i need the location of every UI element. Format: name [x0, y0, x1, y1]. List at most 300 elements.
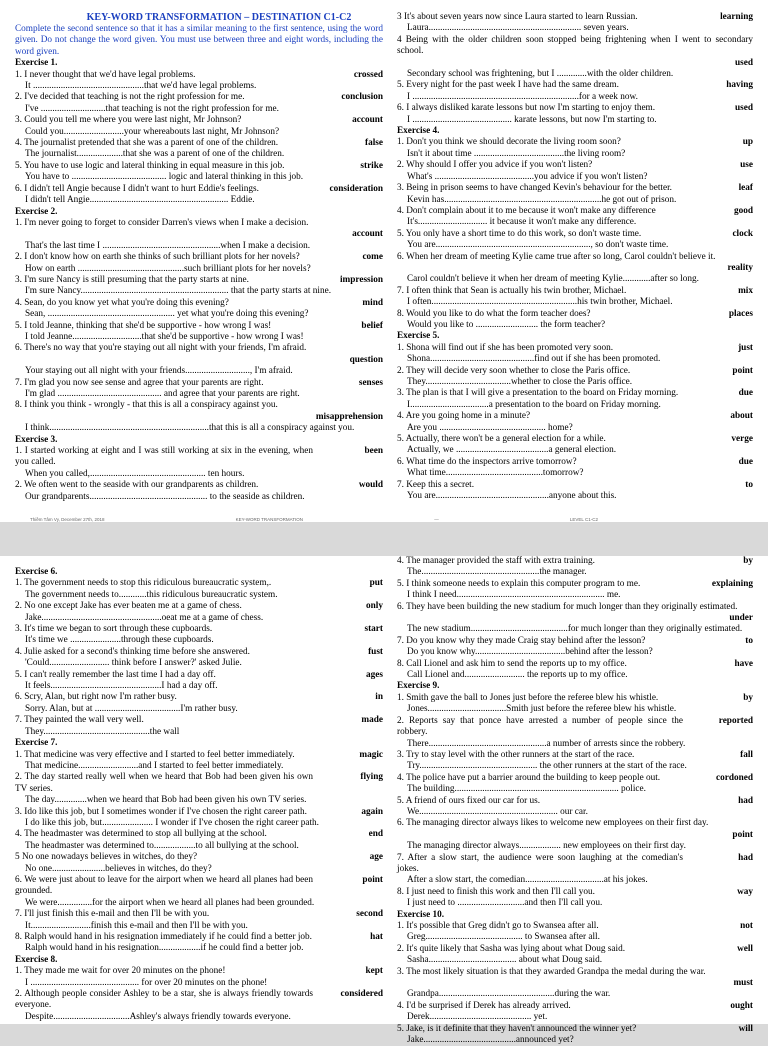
- question-line: [15, 715, 383, 726]
- question-item: [397, 480, 753, 503]
- question-text: 2. It's quite likely that Sasha was lying about what Doug said.: [397, 943, 626, 954]
- key-word: explaining: [711, 578, 753, 589]
- question-text: 1. Shona will find out if she has been promoted very soon.: [397, 342, 614, 353]
- answer-line[interactable]: You have to ......................................... logic and lateral thinking in this job.: [25, 172, 304, 183]
- question-line: [15, 578, 383, 589]
- question-line: [397, 818, 753, 829]
- question-item: [397, 853, 753, 887]
- key-word: due: [738, 456, 753, 467]
- question-line: [397, 750, 753, 761]
- key-word: will: [738, 1023, 753, 1034]
- question-text: 2. We often went to the seaside with our grandparents as children.: [15, 480, 259, 491]
- question-line: [15, 138, 383, 149]
- question-line: [397, 921, 753, 932]
- answer-line[interactable]: 'Could.......................... think before I answer?' asked Julie.: [25, 658, 242, 669]
- exercise-heading: Exercise 3.: [15, 434, 58, 445]
- key-word: about: [730, 411, 753, 422]
- answer-line[interactable]: No one.......................believes in witches, do they?: [25, 863, 212, 874]
- question-text: 1. Don't you think we should decorate the living room soon?: [397, 137, 621, 148]
- question-item: [397, 944, 753, 967]
- footer-level: LEVEL C1-C2: [569, 517, 598, 522]
- question-text: 1. The government needs to stop this ridiculous bureaucratic system,.: [15, 578, 272, 589]
- answer-line[interactable]: Are you .............................................. home?: [407, 422, 573, 433]
- question-text: 2. Although people consider Ashley to be a star, she is always friendly towards everyone.: [15, 989, 313, 1011]
- answer-line[interactable]: They..............................................the wall: [25, 726, 180, 737]
- answer-line[interactable]: When you called,.................................................. ten hours.: [25, 468, 245, 479]
- key-word: just: [738, 342, 753, 353]
- question-line: [397, 183, 753, 194]
- question-line: [15, 966, 383, 977]
- question-line: [397, 602, 753, 613]
- page2-left-column: [15, 567, 383, 1023]
- question-item: [15, 601, 383, 624]
- question-line: [15, 70, 383, 81]
- question-item: [397, 434, 753, 457]
- question-text: 6. The managing director always likes to welcome new employees on their first day.: [397, 818, 709, 829]
- key-word: start: [364, 624, 383, 635]
- answer-line[interactable]: It's.............................. it because it won't make any difference.: [407, 217, 637, 228]
- answer-line[interactable]: We were...............for the airport when we heard all planes had been grounded.: [25, 897, 315, 908]
- question-item: [15, 692, 383, 715]
- question-line: [397, 773, 753, 784]
- question-item: [397, 411, 753, 434]
- question-text: 5. You only have a short time to do this work, so don't waste time.: [397, 228, 642, 239]
- question-text: 3 It's about seven years now since Laura started to learn Russian.: [397, 12, 638, 22]
- question-text: 4. The journalist pretended that she was a parent of one of the children.: [15, 138, 279, 149]
- answer-line[interactable]: The new stadium..........................................for much longer than they originally estimated.: [407, 624, 743, 635]
- question-line: [397, 636, 753, 647]
- answer-line[interactable]: We............................................................ our car.: [407, 806, 588, 817]
- key-word: again: [361, 806, 383, 817]
- key-word: question: [349, 354, 383, 365]
- page-title: KEY-WORD TRANSFORMATION – DESTINATION C1-C2: [86, 12, 352, 23]
- question-item: [397, 716, 753, 750]
- question-line: [15, 298, 383, 309]
- answer-line[interactable]: Shona.............................................find out if she has been promoted.: [407, 354, 661, 365]
- question-text: 4. The manager provided the staff with extra training.: [397, 556, 595, 566]
- question-line: [15, 115, 383, 126]
- key-word: point: [732, 365, 753, 376]
- answer-line[interactable]: You are..................................................................., so don't waste time.: [407, 240, 669, 251]
- key-word: had: [738, 852, 753, 863]
- question-item: [15, 852, 383, 875]
- answer-line[interactable]: Jake........................................announced yet?: [407, 1035, 574, 1046]
- question-text: 4. Sean, do you know yet what you're doing this evening?: [15, 297, 229, 308]
- question-text: 5. Jake, is it definite that they haven't announced the winner yet?: [397, 1023, 637, 1034]
- question-text: 3. I'm sure Nancy is still presuming that the party starts at nine.: [15, 274, 249, 285]
- question-text: 2. Reports say that ponce have arrested a number of people since the robbery.: [397, 715, 683, 738]
- question-line: [15, 92, 383, 103]
- answer-line[interactable]: I ........................................................................for a week now.: [407, 91, 638, 102]
- question-text: 4. Julie asked for a second's thinking time before she answered.: [15, 646, 250, 657]
- page1-right-column: [397, 12, 753, 502]
- question-line: [397, 103, 753, 114]
- question-line: [15, 343, 383, 354]
- question-item: [15, 400, 383, 434]
- key-word: fust: [368, 646, 383, 657]
- question-line: [397, 693, 753, 704]
- key-word: mix: [738, 285, 753, 296]
- answer-line[interactable]: Jones..................................Smith just before the referee blew his whistle.: [407, 704, 677, 715]
- question-item: [15, 624, 383, 647]
- key-word: put: [369, 578, 383, 589]
- question-line: [397, 853, 753, 876]
- question-text: 3. Try to stay level with the other runners at the start of the race.: [397, 749, 635, 760]
- exercise-heading: Exercise 9.: [397, 681, 440, 692]
- question-text: 7. Do you know why they made Craig stay behind after the lesson?: [397, 635, 646, 646]
- question-text: 1. I started working at eight and I was still working at six in the evening, when you called.: [15, 446, 313, 468]
- key-word: places: [728, 308, 753, 319]
- answer-line[interactable]: Actually, we ........................................a general election.: [407, 445, 617, 456]
- key-word: reality: [727, 262, 753, 273]
- question-text: 7. I often think that Sean is actually his twin brother, Michael.: [397, 285, 627, 296]
- answer-line[interactable]: Your staying out all night with your friends............................, I'm afraid.: [25, 366, 293, 377]
- key-word: age: [369, 852, 383, 863]
- question-item: [397, 1001, 753, 1024]
- question-text: 5. I told Jeanne, thinking that she'd be supportive - how wrong I was!: [15, 320, 272, 331]
- answer-line[interactable]: Despite.................................Ashley's always friendly towards everyone.: [25, 1011, 291, 1022]
- answer-line[interactable]: I didn't tell Angie............................................................ Eddie.: [25, 195, 255, 206]
- answer-line[interactable]: They.....................................whether to close the Paris office.: [407, 377, 633, 387]
- key-word: end: [368, 829, 383, 840]
- answer-line[interactable]: I..................................a presentation to the board on Friday morning.: [407, 399, 661, 410]
- question-item: [397, 35, 753, 81]
- question-line: [397, 579, 753, 590]
- question-text: 7. Keep this a secret.: [397, 479, 475, 490]
- question-text: 3. Being in prison seems to have changed Kevin's behaviour for the better.: [397, 183, 672, 194]
- question-text: 6. I always disliked karate lessons but now I'm starting to enjoy them.: [397, 103, 656, 114]
- question-line: [397, 35, 753, 58]
- answer-line[interactable]: That medicine..........................and I started to feel better immediately.: [25, 760, 284, 771]
- question-line: [15, 670, 383, 681]
- question-text: 6. I didn't tell Angie because I didn't want to hurt Eddie's feelings.: [15, 183, 259, 194]
- question-item: [15, 932, 383, 955]
- key-word: senses: [358, 377, 383, 388]
- key-word: false: [365, 138, 383, 149]
- answer-line[interactable]: I often...............................................................his twin brother, Michael.: [407, 297, 673, 308]
- question-item: [397, 602, 753, 636]
- key-word: due: [738, 388, 753, 399]
- key-word: cordoned: [716, 772, 753, 783]
- question-item: [15, 578, 383, 601]
- question-item: [15, 875, 383, 909]
- answer-line[interactable]: Laura.................................................................. seven years.: [407, 23, 629, 34]
- question-line: [15, 400, 383, 411]
- key-word: by: [743, 692, 753, 703]
- worksheet-page-2: [0, 556, 768, 1046]
- question-item: [15, 218, 383, 252]
- question-text: 1. Smith gave the ball to Jones just before the referee blew his whistle.: [397, 692, 659, 703]
- answer-line[interactable]: Sasha...................................... about what Doug said.: [407, 955, 603, 966]
- key-word: to: [745, 479, 753, 490]
- question-item: [397, 921, 753, 944]
- question-line: [397, 1024, 753, 1035]
- question-line: [397, 457, 753, 468]
- key-word: account: [352, 115, 383, 126]
- key-word: ages: [366, 669, 383, 680]
- question-line: [15, 252, 383, 263]
- question-item: [15, 480, 383, 503]
- question-item: [397, 160, 753, 183]
- question-line: [15, 218, 383, 229]
- answer-line[interactable]: Try................................................... the other runners at the start of the race.: [407, 761, 687, 772]
- question-text: 5 No one nowadays believes in witches, do they?: [15, 852, 198, 863]
- question-item: [15, 647, 383, 670]
- key-word: would: [358, 480, 383, 491]
- footer-center: KEY-WORD TRANSFORMATION: [235, 517, 304, 522]
- question-item: [397, 103, 753, 126]
- key-word: kept: [365, 966, 383, 977]
- answer-line[interactable]: Secondary school was frightening, but I .............with the older children.: [407, 69, 674, 80]
- question-line: [397, 229, 753, 240]
- footer-author: Thiềm Tâm Vy, December 27th, 2018: [30, 517, 105, 522]
- answer-line[interactable]: The managing director always.................. new employees on their first day.: [407, 841, 686, 852]
- question-line: [397, 286, 753, 297]
- question-line: [397, 137, 753, 148]
- answer-line[interactable]: The...................................................the manager.: [407, 567, 587, 578]
- answer-line[interactable]: The headmaster was determined to..................to all bullying at the school.: [25, 840, 299, 851]
- answer-line[interactable]: I've ............................that teaching is not the right profession for me.: [25, 103, 279, 114]
- answer-line[interactable]: There...................................................a number of arrests since the robbery.: [407, 738, 686, 749]
- question-text: 8. Would you like to do what the form teacher does?: [397, 308, 591, 319]
- key-word: come: [362, 252, 383, 263]
- key-word: magic: [359, 749, 383, 760]
- key-word: point: [732, 829, 753, 840]
- exercise-heading: Exercise 6.: [15, 567, 58, 577]
- question-item: [15, 92, 383, 115]
- question-item: [397, 12, 753, 35]
- question-line: [397, 252, 753, 263]
- answer-line[interactable]: Kevin has....................................................................he got out of prison.: [407, 194, 677, 205]
- key-word: to: [745, 635, 753, 646]
- answer-line[interactable]: I ............................................... for over 20 minutes on the phone!: [25, 977, 268, 988]
- question-line: [397, 967, 753, 978]
- question-item: [397, 80, 753, 103]
- question-line: [397, 1001, 753, 1012]
- key-word: conclusion: [341, 92, 383, 103]
- key-word: use: [740, 160, 753, 171]
- question-item: [15, 715, 383, 738]
- question-item: [397, 343, 753, 366]
- question-item: [397, 183, 753, 206]
- question-item: [397, 636, 753, 659]
- question-item: [15, 670, 383, 693]
- question-item: [397, 556, 753, 579]
- page-footer: [30, 517, 598, 522]
- answer-line[interactable]: Call Lionel and.......................... the reports up to my office.: [407, 670, 628, 681]
- answer-line[interactable]: I told Jeanne..............................that she'd be supportive - how wrong I was!: [25, 331, 304, 342]
- answer-line[interactable]: What's ...........................................you advice if you won't listen?: [407, 171, 648, 182]
- page2-right-column: [397, 556, 753, 1046]
- question-line: [15, 480, 383, 491]
- question-line: [15, 750, 383, 761]
- exercise-heading: Exercise 4.: [397, 126, 440, 137]
- key-word: mind: [362, 297, 383, 308]
- key-word: considered: [340, 989, 383, 1000]
- key-word: ought: [730, 1000, 753, 1011]
- key-word: having: [726, 80, 753, 91]
- question-text: 6. They have been building the new stadium for much longer than they originally estimated.: [397, 601, 738, 612]
- question-item: [15, 989, 383, 1023]
- question-text: 3. Could you tell me where you were last night, Mr Johnson?: [15, 115, 242, 126]
- question-line: [397, 366, 753, 377]
- question-line: [15, 932, 383, 943]
- key-word: flying: [360, 772, 383, 783]
- key-word: second: [356, 909, 383, 920]
- answer-line[interactable]: Ralph would hand in his resignation..................if he could find a better job.: [25, 943, 304, 954]
- key-word: been: [364, 446, 383, 457]
- question-item: [397, 388, 753, 411]
- answer-line[interactable]: I think I need................................................................ me.: [407, 590, 621, 601]
- question-text: 5. I can't really remember the last time I had a day off.: [15, 669, 216, 680]
- key-word: only: [366, 601, 383, 612]
- answer-line[interactable]: Could you..........................your whereabouts last night, Mr Johnson?: [25, 126, 280, 137]
- question-text: 3. The most likely situation is that they awarded Grandpa the medal during the war.: [397, 966, 706, 977]
- question-line: [397, 716, 753, 739]
- worksheet-page-1: [0, 0, 768, 522]
- key-word: up: [742, 137, 753, 148]
- answer-line[interactable]: How on earth ..............................................such brilliant plots for her novels?: [25, 263, 311, 274]
- question-text: 8. I just need to finish this work and then I'll call you.: [397, 886, 595, 897]
- answer-line[interactable]: I ........................................... karate lessons, but now I'm starting to.: [407, 114, 657, 125]
- answer-line[interactable]: The building....................................................................... police.: [407, 784, 646, 795]
- key-word: well: [737, 943, 753, 954]
- answer-line[interactable]: Isn't it about time .......................................the living room?: [407, 148, 626, 159]
- question-line: [15, 989, 383, 1012]
- question-text: 5. A friend of ours fixed our car for us.: [397, 795, 541, 806]
- question-line: [15, 852, 383, 863]
- key-word: crossed: [353, 69, 383, 80]
- question-item: [15, 909, 383, 932]
- question-text: 6. Scry, Alan, but right now I'm rather busy.: [15, 692, 177, 703]
- exercise-heading: Exercise 5.: [397, 331, 440, 342]
- key-word: in: [375, 692, 383, 703]
- answer-line[interactable]: Would you like to ........................... the form teacher?: [407, 319, 606, 330]
- question-line: [15, 909, 383, 920]
- question-item: [15, 966, 383, 989]
- footer-separator: —: [434, 517, 439, 522]
- question-line: [397, 434, 753, 445]
- answer-line[interactable]: Carol couldn't believe it when her dream of meeting Kylie............after so long.: [407, 274, 699, 285]
- key-word: used: [735, 103, 753, 114]
- question-item: [397, 1024, 753, 1046]
- answer-line[interactable]: Derek............................................ yet.: [407, 1012, 548, 1023]
- key-word: reported: [718, 715, 753, 726]
- instructions: Complete the second sentence so that it has a similar meaning to the first sentence, using the word given. Do not change the word given. You must use between three and eight words, including the word given.: [15, 24, 383, 57]
- question-item: [15, 298, 383, 321]
- exercise-heading: Exercise 1.: [15, 58, 58, 69]
- question-line: [397, 343, 753, 354]
- answer-line[interactable]: The journalist....................that she was a parent of one of the children.: [25, 149, 285, 160]
- question-line: [15, 647, 383, 658]
- question-item: [15, 161, 383, 184]
- question-text: 8. Ralph would hand in his resignation immediately if he could find a better job.: [15, 932, 312, 942]
- answer-line[interactable]: Greg.......................................... to Swansea after all.: [407, 932, 600, 943]
- answer-line[interactable]: It feels................................................I had a day off.: [25, 681, 218, 692]
- question-text: 2. The day started really well when we heard that Bob had been given his own TV series.: [15, 772, 313, 794]
- question-text: 6. There's no way that you're staying out all night with your friends, I'm afraid.: [15, 343, 307, 354]
- key-word: fall: [740, 749, 753, 760]
- question-text: 4 Being with the older children soon stopped being frightening when I went to secondary school.: [397, 34, 753, 57]
- exercise-heading: Exercise 7.: [15, 738, 58, 749]
- question-line: [15, 875, 383, 898]
- question-line: [397, 309, 753, 320]
- answer-line[interactable]: I think.....................................................................that this is all a conspiracy against you.: [25, 423, 355, 434]
- question-line: [15, 161, 383, 172]
- key-word: strike: [360, 160, 383, 171]
- question-text: 1. It's possible that Greg didn't go to Swansea after all.: [397, 921, 599, 931]
- question-text: 2. Why should I offer you advice if you won't listen?: [397, 160, 593, 171]
- page1-left-column: [15, 12, 383, 503]
- answer-line[interactable]: After a slow start, the comedian..................................at his jokes.: [407, 875, 648, 886]
- key-word: have: [734, 658, 753, 669]
- question-text: 2. No one except Jake has ever beaten me at a game of chess.: [15, 601, 242, 612]
- question-line: [397, 206, 753, 217]
- answer-line[interactable]: Sean, ....................................................... yet what you're doing this evening?: [25, 309, 309, 320]
- question-line: [397, 12, 753, 23]
- question-line: [397, 796, 753, 807]
- answer-line[interactable]: I just need to .............................and then I'll call you.: [407, 898, 603, 909]
- question-item: [397, 252, 753, 286]
- answer-line[interactable]: What time..........................................tomorrow?: [407, 468, 584, 479]
- question-item: [397, 579, 753, 602]
- key-word: good: [733, 205, 753, 216]
- key-word: under: [729, 613, 753, 624]
- question-text: 3. The plan is that I will give a presentation to the board on Friday morning.: [397, 388, 679, 399]
- answer-line[interactable]: Our grandparents................................................... to the seaside as children.: [25, 491, 305, 502]
- question-line: [15, 275, 383, 286]
- question-line: [15, 772, 383, 795]
- question-text: 5. Every night for the past week I have had the same dream.: [397, 80, 619, 91]
- question-text: 7. I'll just finish this e-mail and then I'll be with you.: [15, 909, 210, 920]
- answer-line[interactable]: It's time we ......................through these cupboards.: [25, 635, 214, 646]
- answer-line[interactable]: You are.................................................anyone about this.: [407, 491, 617, 502]
- question-item: [397, 366, 753, 389]
- answer-line[interactable]: The day..............when we heard that Bob had been given his own TV series.: [25, 795, 307, 806]
- question-item: [15, 807, 383, 830]
- question-item: [397, 750, 753, 773]
- question-item: [397, 659, 753, 682]
- answer-line[interactable]: I'm sure Nancy................................................................ that the party starts at nine.: [25, 286, 332, 297]
- answer-line[interactable]: Do you know why.......................................behind after the lesson?: [407, 647, 653, 658]
- answer-line[interactable]: I do like this job, but...................... I wonder if I've chosen the right career path.: [25, 817, 319, 828]
- exercise-heading: Exercise 8.: [15, 954, 58, 965]
- key-word: way: [737, 886, 753, 897]
- question-item: [15, 343, 383, 377]
- key-word: by: [743, 556, 753, 566]
- answer-line[interactable]: Jake....................................................oeat me at a game of chess.: [25, 612, 264, 623]
- question-line: [397, 80, 753, 91]
- question-text: 5. Actually, there won't be a general election for a while.: [397, 434, 606, 445]
- key-word: clock: [732, 228, 753, 239]
- answer-line[interactable]: Sorry. Alan, but at .....................................I'm rather busy.: [25, 703, 238, 714]
- answer-line[interactable]: It..........................finish this e-mail and then I'll be with you.: [25, 920, 248, 931]
- key-word: not: [740, 921, 753, 931]
- answer-line[interactable]: I'm glad ............................................. and agree that your parents are right.: [25, 389, 300, 399]
- answer-line[interactable]: The government needs to............this ridiculous bureaucratic system.: [25, 589, 278, 600]
- answer-line[interactable]: It ................................................that we'd have legal problems.: [25, 81, 257, 92]
- question-line: [397, 944, 753, 955]
- key-word: leaf: [738, 183, 753, 194]
- question-text: 6. When her dream of meeting Kylie came true after so long, Carol couldn't believe it.: [397, 251, 716, 262]
- key-word: used: [735, 57, 753, 68]
- question-line: [397, 659, 753, 670]
- question-text: 1. That medicine was very effective and I started to feel better immediately.: [15, 749, 295, 760]
- key-word: account: [352, 229, 383, 240]
- answer-line[interactable]: That's the last time I ...................................................when I make a decision.: [25, 240, 311, 251]
- key-word: misapprehension: [315, 411, 383, 422]
- answer-line[interactable]: Grandpa..................................................during the war.: [407, 989, 611, 1000]
